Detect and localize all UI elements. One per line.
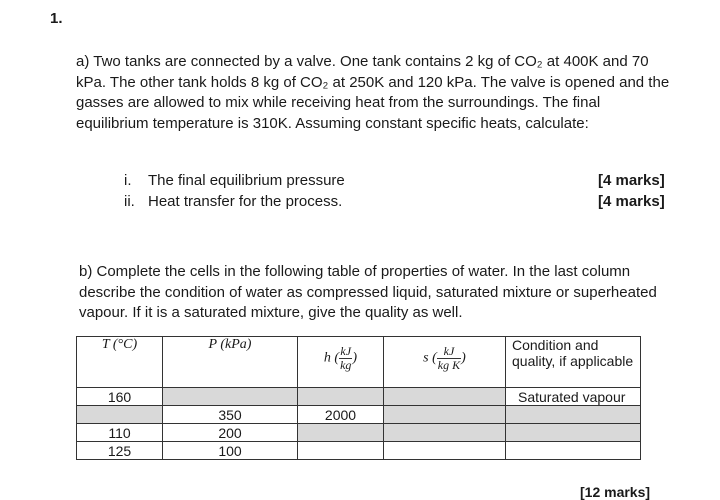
header-pressure: P (kPa) [163,337,298,388]
header-temperature: T (°C) [77,337,163,388]
cell-pressure: 350 [163,406,298,424]
item-1-marks: [4 marks] [598,172,665,189]
cell-condition: Saturated vapour [506,388,641,406]
item-text: Heat transfer for the process. [148,193,343,210]
enthalpy-symbol: h ( [323,350,340,366]
cell-enthalpy: 2000 [298,406,384,424]
table-row [77,406,641,424]
item-2-marks: [4 marks] [598,193,665,210]
entropy-unit-fraction: $\frac{kJ}{\text{kg K}}$ [437,344,461,372]
table-header-row [77,337,641,388]
header-enthalpy: h ( $\frac{kJ}{kg}$ ) [298,337,384,388]
cell-condition [506,442,641,460]
water-properties-table [76,336,641,460]
table-row [77,442,641,460]
entropy-symbol: s ( [423,350,437,366]
cell-enthalpy [298,424,384,442]
item-number: ii. [124,193,135,210]
cell-entropy [384,406,506,424]
total-marks: [12 marks] [580,484,651,500]
table-row [77,388,641,406]
part-a-item-1 [124,172,345,189]
cell-pressure: 200 [163,424,298,442]
item-number: i. [124,172,132,189]
header-entropy: s ( $\frac{kJ}{\text{kg K}}$ ) [384,337,506,388]
cell-entropy [384,388,506,406]
part-a-text: a) Two tanks are connected by a valve. One tank contains 2 kg of CO₂ at 400K and 70 kPa. The other tank holds 8 kg of CO₂ at 250K and 120 kPa. The valve is opened and the gasses are allowed to mix while receiving heat from the surroundings. The final equilibrium temperature is 310K. Assuming constant specific heats, calculate: [76,53,670,132]
part-b-text: b) Complete the cells in the following table of properties of water. In the last column describe the condition of water as compressed liquid, saturated mixture or superheated vapour. If it is a saturated mixture, give the quality as well. [79,263,657,321]
cell-condition [506,406,641,424]
header-condition: Condition and quality, if applicable [506,337,641,388]
question-number: 1. [50,10,63,27]
cell-enthalpy [298,442,384,460]
part-a-item-2 [124,193,342,210]
cell-temperature: 125 [77,442,163,460]
cell-temperature [77,406,163,424]
cell-pressure: 100 [163,442,298,460]
cell-entropy [384,442,506,460]
cell-temperature: 160 [77,388,163,406]
table-row [77,424,641,442]
cell-enthalpy [298,388,384,406]
item-text: The final equilibrium pressure [148,172,345,189]
cell-condition [506,424,641,442]
cell-entropy [384,424,506,442]
cell-pressure [163,388,298,406]
cell-temperature: 110 [77,424,163,442]
enthalpy-unit-fraction: $\frac{kJ}{kg}$ [340,344,352,372]
